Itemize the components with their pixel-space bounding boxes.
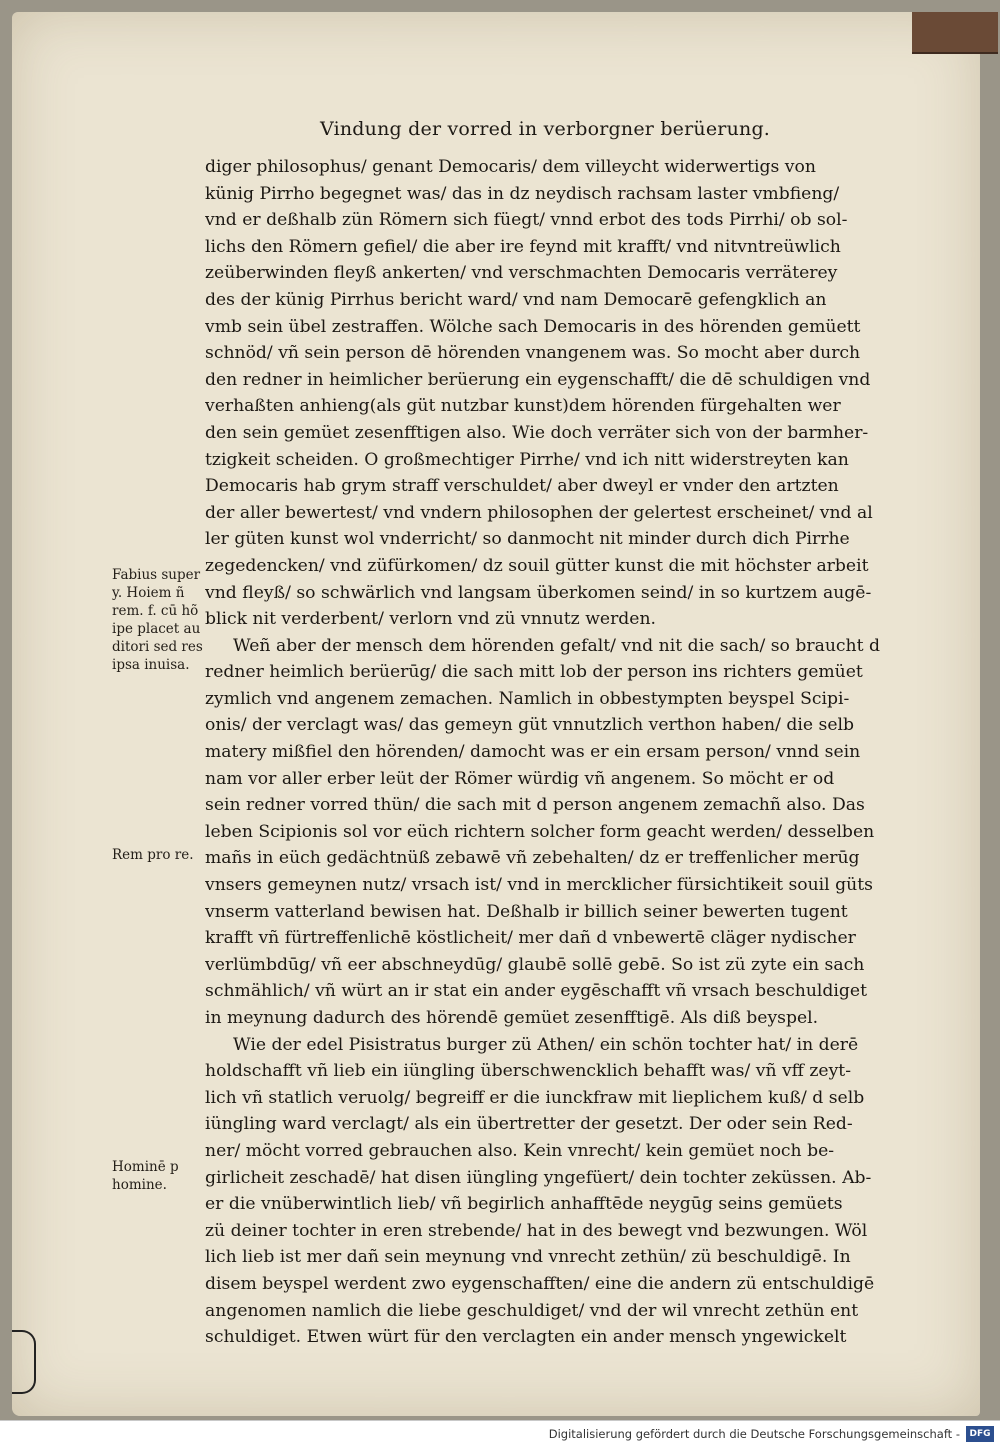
text-line: holdschafft vñ lieb ein iüngling überschwencklich behafft was/ vñ vff zeyt- [205,1061,852,1082]
body-text [205,154,890,1351]
text-line: mañs in eüch gedächtnüß zebawē vñ zebehalten/ dz er treffenlicher merūg [205,848,860,869]
text-line: vnsers gemeynen nutz/ vrsach ist/ vnd in mercklicher fürsichtikeit souil güts [205,875,873,896]
text-line: schuldiget. Etwen würt für den verclagten ein ander mensch yngewickelt [205,1327,847,1348]
text-line: angenomen namlich die liebe geschuldiget/ vnd der wil vnrecht zethün ent [205,1300,859,1321]
text-line: verhaßten anhieng(als güt nutzbar kunst)dem hörenden fürgehalten wer [205,396,841,417]
text-line: Weñ aber der mensch dem hörenden gefalt/ vnd nit die sach/ so braucht d [233,635,880,656]
text-line: vmb sein übel zestraffen. Wölche sach Democaris in des hörenden gemüett [205,316,861,337]
text-line: lichs den Römern gefiel/ die aber ire feynd mit krafft/ vnd nitvntreüwlich [205,236,841,257]
running-header: Vindung der vorred in verborgner berüerung. [320,118,771,140]
margin-note-line: ipsa inuisa. [112,657,190,673]
margin-note-fabius [112,566,202,674]
text-line: in meynung dadurch des hörendē gemüet zesenfftigē. Als diß beyspel. [205,1008,819,1028]
digitization-footer [0,1420,1000,1448]
text-line: vnd er deßhalb zün Römern sich füegt/ vnnd erbot des tods Pirrhi/ ob sol- [205,210,848,231]
margin-note-line: Hominē p [112,1159,179,1175]
margin-note-line: homine. [112,1177,167,1193]
text-line: girlicheit zeschadē/ hat disen iüngling yngefüert/ dein tochter zeküssen. Ab- [205,1167,872,1188]
text-line: den sein gemüet zesenfftigen also. Wie doch verräter sich von der barmher- [205,422,869,443]
margin-note-line: Rem pro re. [112,847,194,863]
text-line: Wie der edel Pisistratus burger zü Athen/ ein schön tochter hat/ in derē [233,1034,859,1055]
text-line: zü deiner tochter in eren strebende/ hat in des bewegt vnd bezwungen. Wöl [205,1220,868,1241]
text-line: ner/ möcht vorred gebrauchen also. Kein vnrecht/ kein gemüet noch be- [205,1140,835,1161]
text-line: leben Scipionis sol vor eüch richtern solcher form geacht werden/ desselben [205,821,875,842]
text-line: der aller bewertest/ vnd vndern philosophen der gelertest erscheinet/ vnd al [205,502,873,523]
text-line: sein redner vorred thün/ die sach mit d person angenem zemachñ also. Das [205,795,865,816]
margin-note-line: ipe placet au [112,621,201,637]
text-line: den redner in heimlicher berüerung ein eygenschafft/ die dē schuldigen vnd [205,369,871,390]
page-clasp-decoration [12,1330,36,1394]
text-line: verlümbdūg/ vñ eer abschneydūg/ glaubē sollē gebē. So ist zü zyte ein sach [205,954,865,975]
text-line: tzigkeit scheiden. O großmechtiger Pirrhe/ vnd ich nitt widerstreyten kan [205,449,849,470]
margin-note-rem-pro-re [112,846,202,864]
text-line: lich lieb ist mer dañ sein meynung vnd vnrecht zethün/ zü beschuldigē. In [205,1247,851,1268]
text-line: iüngling ward verclagt/ als ein übertretter der gesetzt. Der oder sein Red- [205,1114,853,1135]
text-line: lich vñ statlich veruolg/ begreiff er die iunckfraw mit lieplichem kuß/ d selb [205,1087,865,1108]
text-line: disem beyspel werdent zwo eygenschafften/ eine die andern zü entschuldigē [205,1273,875,1294]
text-line: zegedencken/ vnd züfürkomen/ dz souil gütter kunst die mit höchster arbeit [205,555,869,576]
text-line: des der künig Pirrhus bericht ward/ vnd nam Democarē gefengklich an [205,289,827,310]
text-line: vnserm vatterland bewisen hat. Deßhalb ir billich seiner bewerten tugent [205,901,848,922]
text-line: vnd fleyß/ so schwärlich vnd langsam überkomen seind/ in so kurtzem augē- [205,582,872,603]
funding-notice: Digitalisierung gefördert durch die Deutsche Forschungsgemeinschaft - [548,1427,960,1441]
text-line: er die vnüberwintlich lieb/ vñ begirlich anhafftēde neygūg seins gemüets [205,1194,843,1215]
text-line: blick nit verderbent/ verlorn vnd zü vnnutz werden. [205,609,657,630]
text-line: künig Pirrho begegnet was/ das in dz neydisch rachsam laster vmbfieng/ [205,183,840,204]
text-line: zymlich vnd angenem zemachen. Namlich in obbestympten beyspel Scipi- [205,688,850,709]
margin-note-line: ditori sed res [112,639,203,655]
text-line: zeüberwinden fleyß ankerten/ vnd verschmachten Democaris verräterey [205,263,838,284]
text-line: schmählich/ vñ würt an ir stat ein ander eygēschafft vñ vrsach beschuldiget [205,981,867,1002]
text-line: redner heimlich berüerūg/ die sach mitt lob der person ins richters gemüet [205,662,863,683]
text-line: matery mißfiel den hörenden/ damocht was er ein ersam person/ vnnd sein [205,742,861,763]
margin-note-homine [112,1158,202,1194]
text-line: diger philosophus/ genant Democaris/ dem villeycht widerwertigs von [205,157,816,177]
text-line: schnöd/ vñ sein person dē hörenden vnangenem was. So mocht aber durch [205,343,861,364]
margin-note-line: y. Hoiem ñ [112,585,185,601]
text-line: Democaris hab grym straff verschuldet/ aber dweyl er vnder den artzten [205,476,839,497]
margin-note-line: rem. f. cū hõ [112,603,199,619]
margin-note-line: Fabius super [112,567,201,583]
book-binding-edge [912,12,998,54]
text-line: krafft vñ fürtreffenlichē köstlicheit/ mer dañ d vnbewertē cläger nydischer [205,928,856,949]
text-line: nam vor aller erber leüt der Römer würdig vñ angenem. So möcht er od [205,768,835,789]
text-line: ler güten kunst wol vnderricht/ so danmocht nit minder durch dich Pirrhe [205,529,850,550]
dfg-logo: DFG [966,1426,994,1442]
text-line: onis/ der verclagt was/ das gemeyn güt vnnutzlich verthon haben/ die selb [205,715,855,736]
